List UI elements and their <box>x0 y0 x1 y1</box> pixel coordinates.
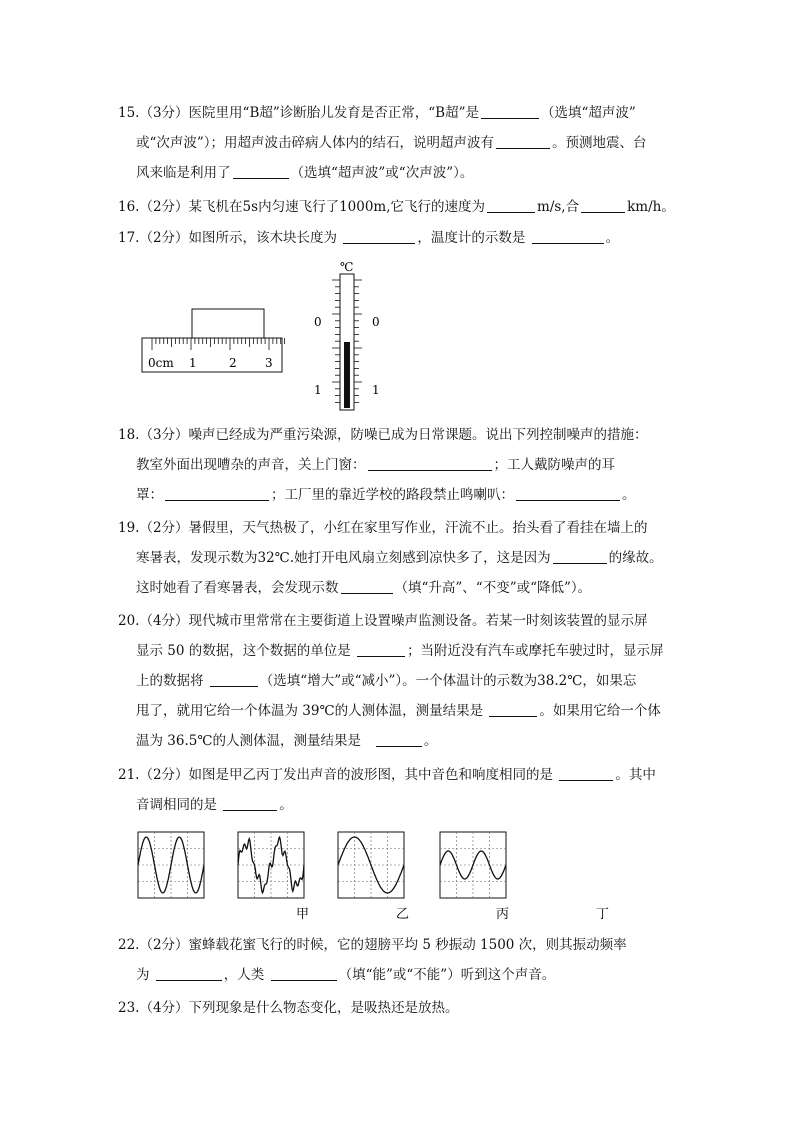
waveform-figures <box>136 830 610 922</box>
answer-blank[interactable] <box>343 229 415 244</box>
question-16: 16.（2分）某飞机在5s内匀速飞行了1000m,它飞行的速度为 m/s,合 km/h。 <box>118 199 675 215</box>
answer-blank[interactable] <box>223 796 277 811</box>
answer-blank[interactable] <box>516 486 620 501</box>
ruler-figure <box>140 305 285 377</box>
wave-label-yi: 乙 <box>396 907 410 922</box>
wave-label-ding: 丁 <box>596 907 610 922</box>
ruler-tick-label: 3 <box>265 356 273 370</box>
ruler-tick-label: 1 <box>189 356 197 370</box>
answer-blank[interactable] <box>341 579 393 594</box>
answer-blank[interactable] <box>532 229 604 244</box>
thermometer-figure <box>308 258 388 414</box>
answer-blank[interactable] <box>496 134 550 149</box>
answer-blank[interactable] <box>559 766 613 781</box>
answer-blank[interactable] <box>156 966 222 981</box>
question-23: 23.（4分）下列现象是什么物态变化，是吸热还是放热。 <box>118 1000 459 1016</box>
answer-blank[interactable] <box>376 732 422 747</box>
wave-label-jia: 甲 <box>296 907 310 922</box>
answer-blank[interactable] <box>271 966 337 981</box>
answer-blank[interactable] <box>233 164 289 179</box>
thermometer-unit: ℃ <box>340 260 354 274</box>
scale-label-left-1: 1 <box>314 383 322 397</box>
answer-blank[interactable] <box>210 672 258 687</box>
scale-label-left-0: 0 <box>314 315 322 329</box>
mercury-column <box>344 342 350 408</box>
ruler-unit-label: 0cm <box>148 356 174 370</box>
scale-label-right-0: 0 <box>372 315 380 329</box>
wave-label-bing: 丙 <box>496 907 510 922</box>
answer-blank[interactable] <box>368 456 492 471</box>
question-20: 20.（4分）现代城市里常常在主要街道上设置噪声监测设备。若某一时刻该装置的显示屏 显示 50 的数据，这个数据的单位是 ；当附近没有汽车或摩托车驶过时，显示屏 上的数据将 （选填“增大”或“减小”）。一个体温计的示数为38.2℃，如果忘 甩了，就用它给一个体温为 39℃的人测体温，测量结果是 。如果用它给一个体 温为 36.5℃的人测体温，测量结果是 。 <box>118 613 664 749</box>
question-19: 19.（2分）暑假里，天气热极了，小红在家里写作业，汗流不止。抬头看了看挂在墙上的 寒暑表，发现示数为32℃.她打开电风扇立刻感到凉快多了，这是因为 的缘故。 这时她看了看寒暑表，会发现示数 （填“升高”、“不变”或“降低”）。 <box>118 520 663 596</box>
answer-blank[interactable] <box>487 198 535 213</box>
waveform-boxes <box>138 832 506 898</box>
scale-label-right-1: 1 <box>372 383 380 397</box>
question-15: 15.（3分）医院里用“B超”诊断胎儿发育是否正常，“B超”是 （选填“超声波” 或“次声波”）；用超声波击碎病人体内的结石，说明超声波有 。预测地震、台 风来临是利用了 （选填“超声波”或“次声波”）。 <box>118 105 647 181</box>
answer-blank[interactable] <box>553 549 607 564</box>
question-18: 18.（3分）噪声已经成为严重污染源，防噪已成为日常课题。说出下列控制噪声的措施： 教室外面出现嘈杂的声音，关上门窗： ；工人戴防噪声的耳 罩： ；工厂里的靠近学校的路段禁止鸣喇叭： 。 <box>118 427 648 503</box>
answer-blank[interactable] <box>481 104 539 119</box>
answer-blank[interactable] <box>165 486 269 501</box>
answer-blank[interactable] <box>357 642 405 657</box>
question-21: 21.（2分）如图是甲乙丙丁发出声音的波形图，其中音色和响度相同的是 。其中 音调相同的是 。 <box>118 767 656 813</box>
wood-block <box>192 309 264 338</box>
question-22: 22.（2分）蜜蜂载花蜜飞行的时候，它的翅膀平均 5 秒振动 1500 次，则其振动频率 为 ，人类 （填“能”或“不能”）听到这个声音。 <box>118 937 627 983</box>
answer-blank[interactable] <box>581 198 625 213</box>
ruler-tick-label: 2 <box>229 356 237 370</box>
question-17: 17.（2分）如图所示，该木块长度为 ，温度计的示数是 。 <box>118 230 620 246</box>
answer-blank[interactable] <box>489 702 537 717</box>
